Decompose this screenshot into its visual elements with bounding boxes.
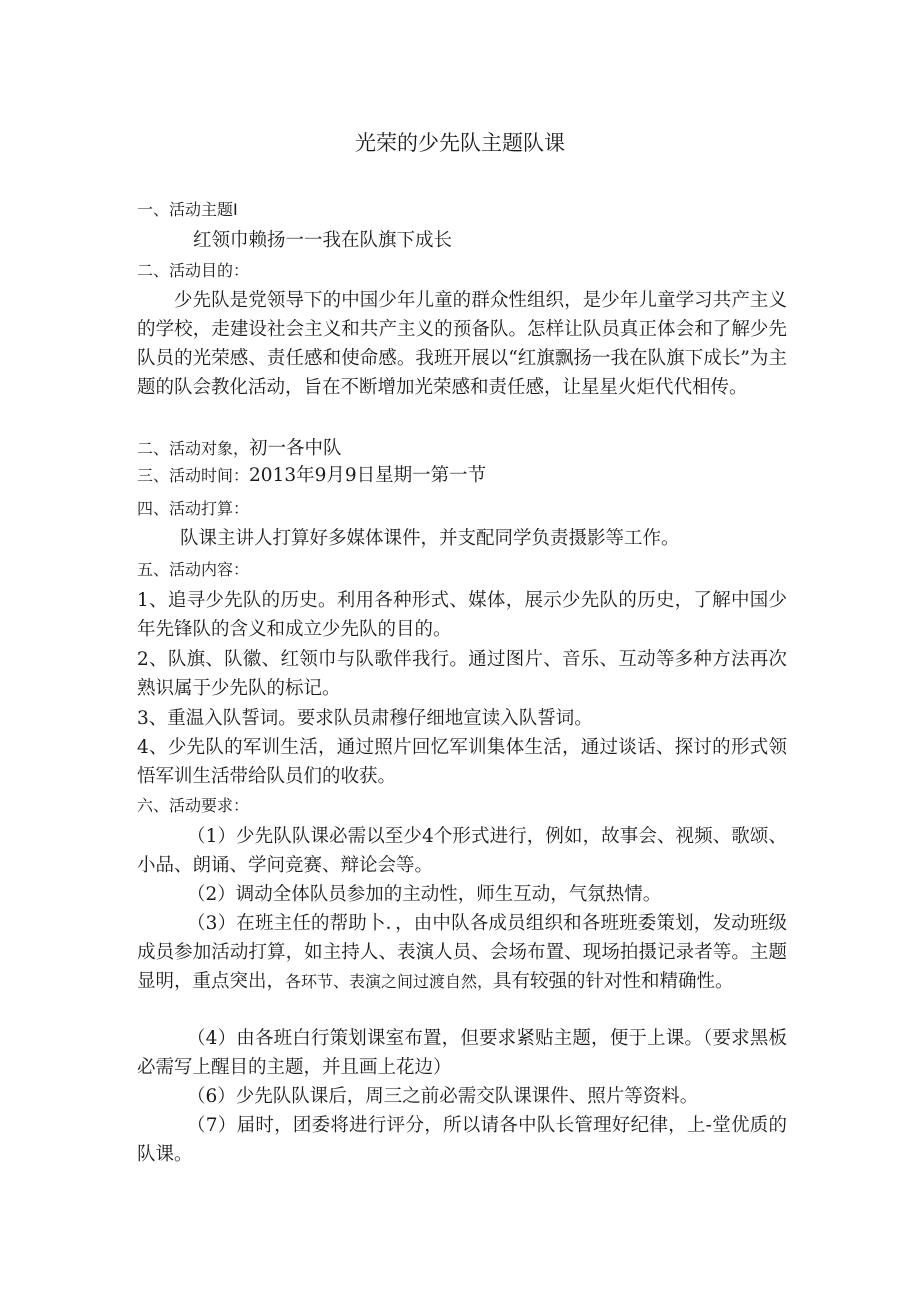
plan-heading: 四、活动打算： bbox=[137, 499, 250, 518]
req-heading: 六、活动要求： bbox=[137, 796, 250, 815]
target-heading bbox=[137, 437, 342, 461]
time-value: 2013年9月9日星期一第一节 bbox=[249, 465, 487, 486]
plan-text: 队课主讲人打算好多媒体课件，并支配同学负责摄影等工作。 bbox=[180, 528, 680, 549]
req-item-3-text-a: （3）在班主任的帮助卜．，由中队各成员组织和各班班委策划，发动班级成员参加活动打算，如主持人、表演人员、会场布置、现场拍摄记录者等。主题显明，重点突出， bbox=[137, 913, 787, 992]
req-item-4: （4）由各班白行策划课室布置，但要求紧贴主题，便于上课。（要求黑板必需写上醒目的主题，并且画上花边） bbox=[137, 1028, 787, 1078]
time-heading bbox=[137, 464, 486, 488]
req-item-1: （1）少先队队课必需以至少4个形式进行，例如，故事会、视频、歌颂、小品、朗诵、学问竞赛、辩论会等。 bbox=[137, 826, 787, 876]
req-item-2: （2）调动全体队员参加的主动性，师生互动，气氛热情。 bbox=[187, 884, 662, 905]
content-item-3: 3、重温入队誓词。要求队员肃穆仔细地宣读入队誓词。 bbox=[137, 708, 593, 729]
content-heading: 五、活动内容： bbox=[137, 560, 250, 579]
req-item-3-text-b: 各环节、表演之间过渡自然， bbox=[285, 972, 494, 991]
theme-text: 红领巾赖扬一一我在队旗下成长 bbox=[193, 230, 453, 251]
req-item-7: （7）届时，团委将进行评分，所以请各中队长管理好纪律，上-堂优质的队课。 bbox=[137, 1115, 787, 1165]
target-label: 二、活动对象， bbox=[137, 439, 250, 458]
req-item-3 bbox=[137, 909, 787, 996]
req-item-3-text-c: 具有较强的针对性和精确性。 bbox=[493, 971, 734, 992]
theme-heading: 一、活动主题I bbox=[137, 200, 238, 219]
purpose-heading: 二、活动目的： bbox=[137, 261, 250, 280]
page-title: 光荣的少先队主题队课 bbox=[355, 131, 565, 155]
target-value: 初一各中队 bbox=[249, 438, 342, 459]
content-item-4: 4、少先队的军训生活，通过照片回忆军训集体生活，通过谈话、探讨的形式领悟军训生活带给队员们的收获。 bbox=[137, 737, 787, 787]
req-item-6: （6）少先队队课后，周三之前必需交队课课件、照片等资料。 bbox=[187, 1086, 699, 1107]
purpose-text: 少先队是党领导下的中国少年儿童的群众性组织，是少年儿童学习共产主义的学校，走建设社会主义和共产主义的预备队。怎样让队员真正体会和了解少先队员的光荣感、责任感和使命感。我班开展以“红旗飘扬一我在队旗下成长”为主题的队会教化活动，旨在不断增加光荣感和责任感，让星星火炬代代相传。 bbox=[137, 290, 787, 398]
content-item-2: 2、队旗、队徽、红领巾与队歌伴我行。通过图片、音乐、互动等多种方法再次熟识属于少先队的标记。 bbox=[137, 649, 787, 699]
content-item-1: 1、追寻少先队的历史。利用各种形式、媒体，展示少先队的历史，了解中国少年先锋队的含义和成立少先队的目的。 bbox=[137, 590, 787, 640]
time-label: 三、活动时间： bbox=[137, 466, 250, 485]
